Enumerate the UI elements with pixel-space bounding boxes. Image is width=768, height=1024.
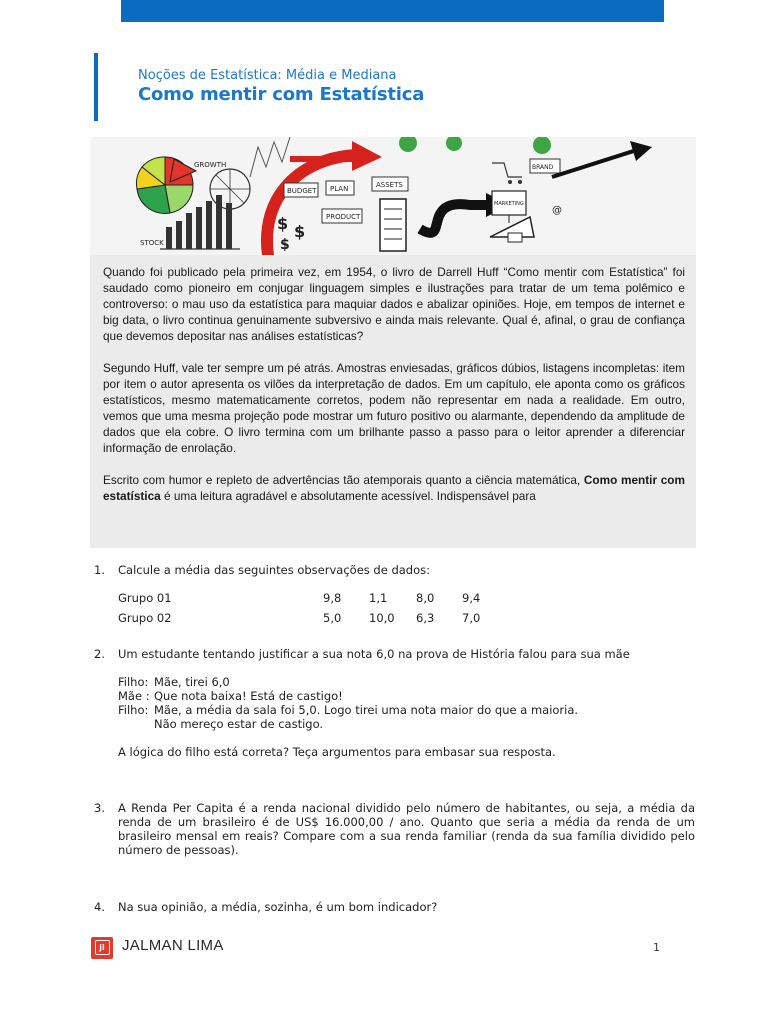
- assets-box: [372, 177, 408, 191]
- question-text: Um estudante tentando justificar a sua nota 6,0 na prova de História falou para sua mãe: [118, 647, 630, 661]
- product-label: PRODUCT: [326, 213, 361, 221]
- dialog-line: Não mereço estar de castigo.: [154, 717, 324, 731]
- budget-box: [284, 183, 318, 197]
- dialog-speaker: Filho:: [118, 703, 149, 717]
- plan-label: PLAN: [330, 185, 349, 193]
- table-cell: 1,1: [369, 591, 388, 605]
- table-cell: 5,0: [323, 611, 342, 625]
- table-cell: 8,0: [416, 591, 435, 605]
- table-cell: 9,8: [323, 591, 342, 605]
- table-cell: 6,3: [416, 611, 435, 625]
- table-row-label: Grupo 02: [118, 611, 172, 625]
- table-cell: 10,0: [369, 611, 395, 625]
- intro-text: é uma leitura agradável e absolutamente acessível. Indispensável para: [164, 489, 536, 503]
- stock-label: STOCK: [140, 239, 164, 247]
- intro-paragraph: Quando foi publicado pela primeira vez, em 1954, o livro de Darrell Huff “Como mentir com Estatística” foi saudado como pioneiro em conjugar linguagem simples e ilustrações para tratar de um tema polêmico e controverso: o mau uso da estatística para maquiar dados e abalizar opiniões. Hoje, em tempos de internet e big data, o livro continua genuinamente subversivo e ainda mais relevante. Qual é, afinal, o grau de confiança que devemos depositar nas análises estatísticas?: [103, 265, 685, 343]
- assets-label: ASSETS: [376, 181, 403, 189]
- tree-icon: [399, 137, 417, 152]
- brand-name: JALMAN LIMA: [122, 937, 224, 954]
- question-followup: A lógica do filho está correta? Teça argumentos para embasar sua resposta.: [118, 745, 556, 759]
- dialog-line: Mãe, a média da sala foi 5,0. Logo tirei uma nota maior do que a maioria.: [154, 703, 579, 717]
- intro-text-box: [90, 255, 696, 548]
- dialog-speaker: Mãe :: [118, 689, 150, 703]
- question-text: Na sua opinião, a média, sozinha, é um bom indicador?: [118, 900, 438, 914]
- budget-label: BUDGET: [287, 187, 317, 195]
- growth-label: GROWTH: [194, 161, 227, 169]
- page-title: Como mentir com Estatística: [138, 84, 425, 105]
- envelope-icon: [508, 233, 522, 242]
- question-number: 3.: [94, 801, 105, 815]
- product-box: [322, 209, 362, 223]
- line-chart-icon: [250, 137, 290, 177]
- question-number: 2.: [94, 647, 105, 661]
- brand-box: [530, 159, 560, 173]
- dialog-speaker: Filho:: [118, 675, 149, 689]
- building-icon: [380, 199, 406, 251]
- pie-chart-icon: [136, 157, 196, 214]
- marketing-monitor-icon: [492, 191, 526, 223]
- table-cell: 9,4: [462, 591, 481, 605]
- title-accent-line: [94, 53, 98, 121]
- page-number: 1: [653, 941, 660, 954]
- cart-icon: [492, 163, 522, 177]
- intro-text: Escrito com humor e repleto de advertências tão atemporais quanto a ciência matemática,: [103, 473, 581, 487]
- black-arrow-icon: [420, 204, 490, 233]
- question-text: A Renda Per Capita é a renda nacional dividido pelo número de habitantes, ou seja, a média da renda de um brasileiro é de US$ 16.000,00 / ano. Quanto que seria a média da renda de um brasileiro mensal em reais? Compare com a sua renda familiar (renda da sua família dividido pelo número de pessoas).: [118, 801, 695, 857]
- question-text: Calcule a média das seguintes observações de dados:: [118, 563, 430, 577]
- book-title: Como mentir com estatística: [103, 473, 685, 503]
- tree-icon: [446, 137, 462, 151]
- dollar-icon: $: [280, 237, 290, 253]
- intro-paragraph: [103, 472, 685, 504]
- brand-label: BRAND: [532, 164, 554, 171]
- page-subtitle: Noções de Estatística: Média e Mediana: [138, 68, 397, 83]
- at-sign-icon: @: [552, 205, 562, 216]
- dollar-icon: $: [277, 214, 289, 233]
- dialog-line: Mãe, tirei 6,0: [154, 675, 230, 689]
- dialog-line: Que nota baixa! Está de castigo!: [154, 689, 343, 703]
- logo-text: jl: [95, 940, 110, 955]
- rising-arrow-icon: [552, 149, 640, 177]
- hero-illustration: [90, 137, 696, 255]
- table-row-label: Grupo 01: [118, 591, 172, 605]
- question-number: 1.: [94, 563, 105, 577]
- top-accent-bar: [121, 0, 664, 22]
- dollar-icon: $: [294, 222, 306, 241]
- tree-icon: [533, 137, 551, 154]
- plan-box: [326, 181, 354, 195]
- brand-logo-icon: [91, 937, 113, 959]
- table-cell: 7,0: [462, 611, 481, 625]
- intro-paragraph: Segundo Huff, vale ter sempre um pé atrás. Amostras enviesadas, gráficos dúbios, listagens incompletas: item por item o autor apresenta os vilões da interpretação de dados. Em um capítulo, ele aponta como os gráficos estatísticos, mesmo matematicamente corretos, podem não representar em nada a realidade. Em outro, vemos que uma mesma projeção pode mostrar um futuro positivo ou alarmante, dependendo da amplitude de dados que ela cobre. O livro termina com um brilhante passo a passo para o leitor aprender a diferenciar informação de enrolação.: [103, 361, 685, 455]
- marketing-label: MARKETING: [494, 201, 524, 207]
- question-number: 4.: [94, 900, 105, 914]
